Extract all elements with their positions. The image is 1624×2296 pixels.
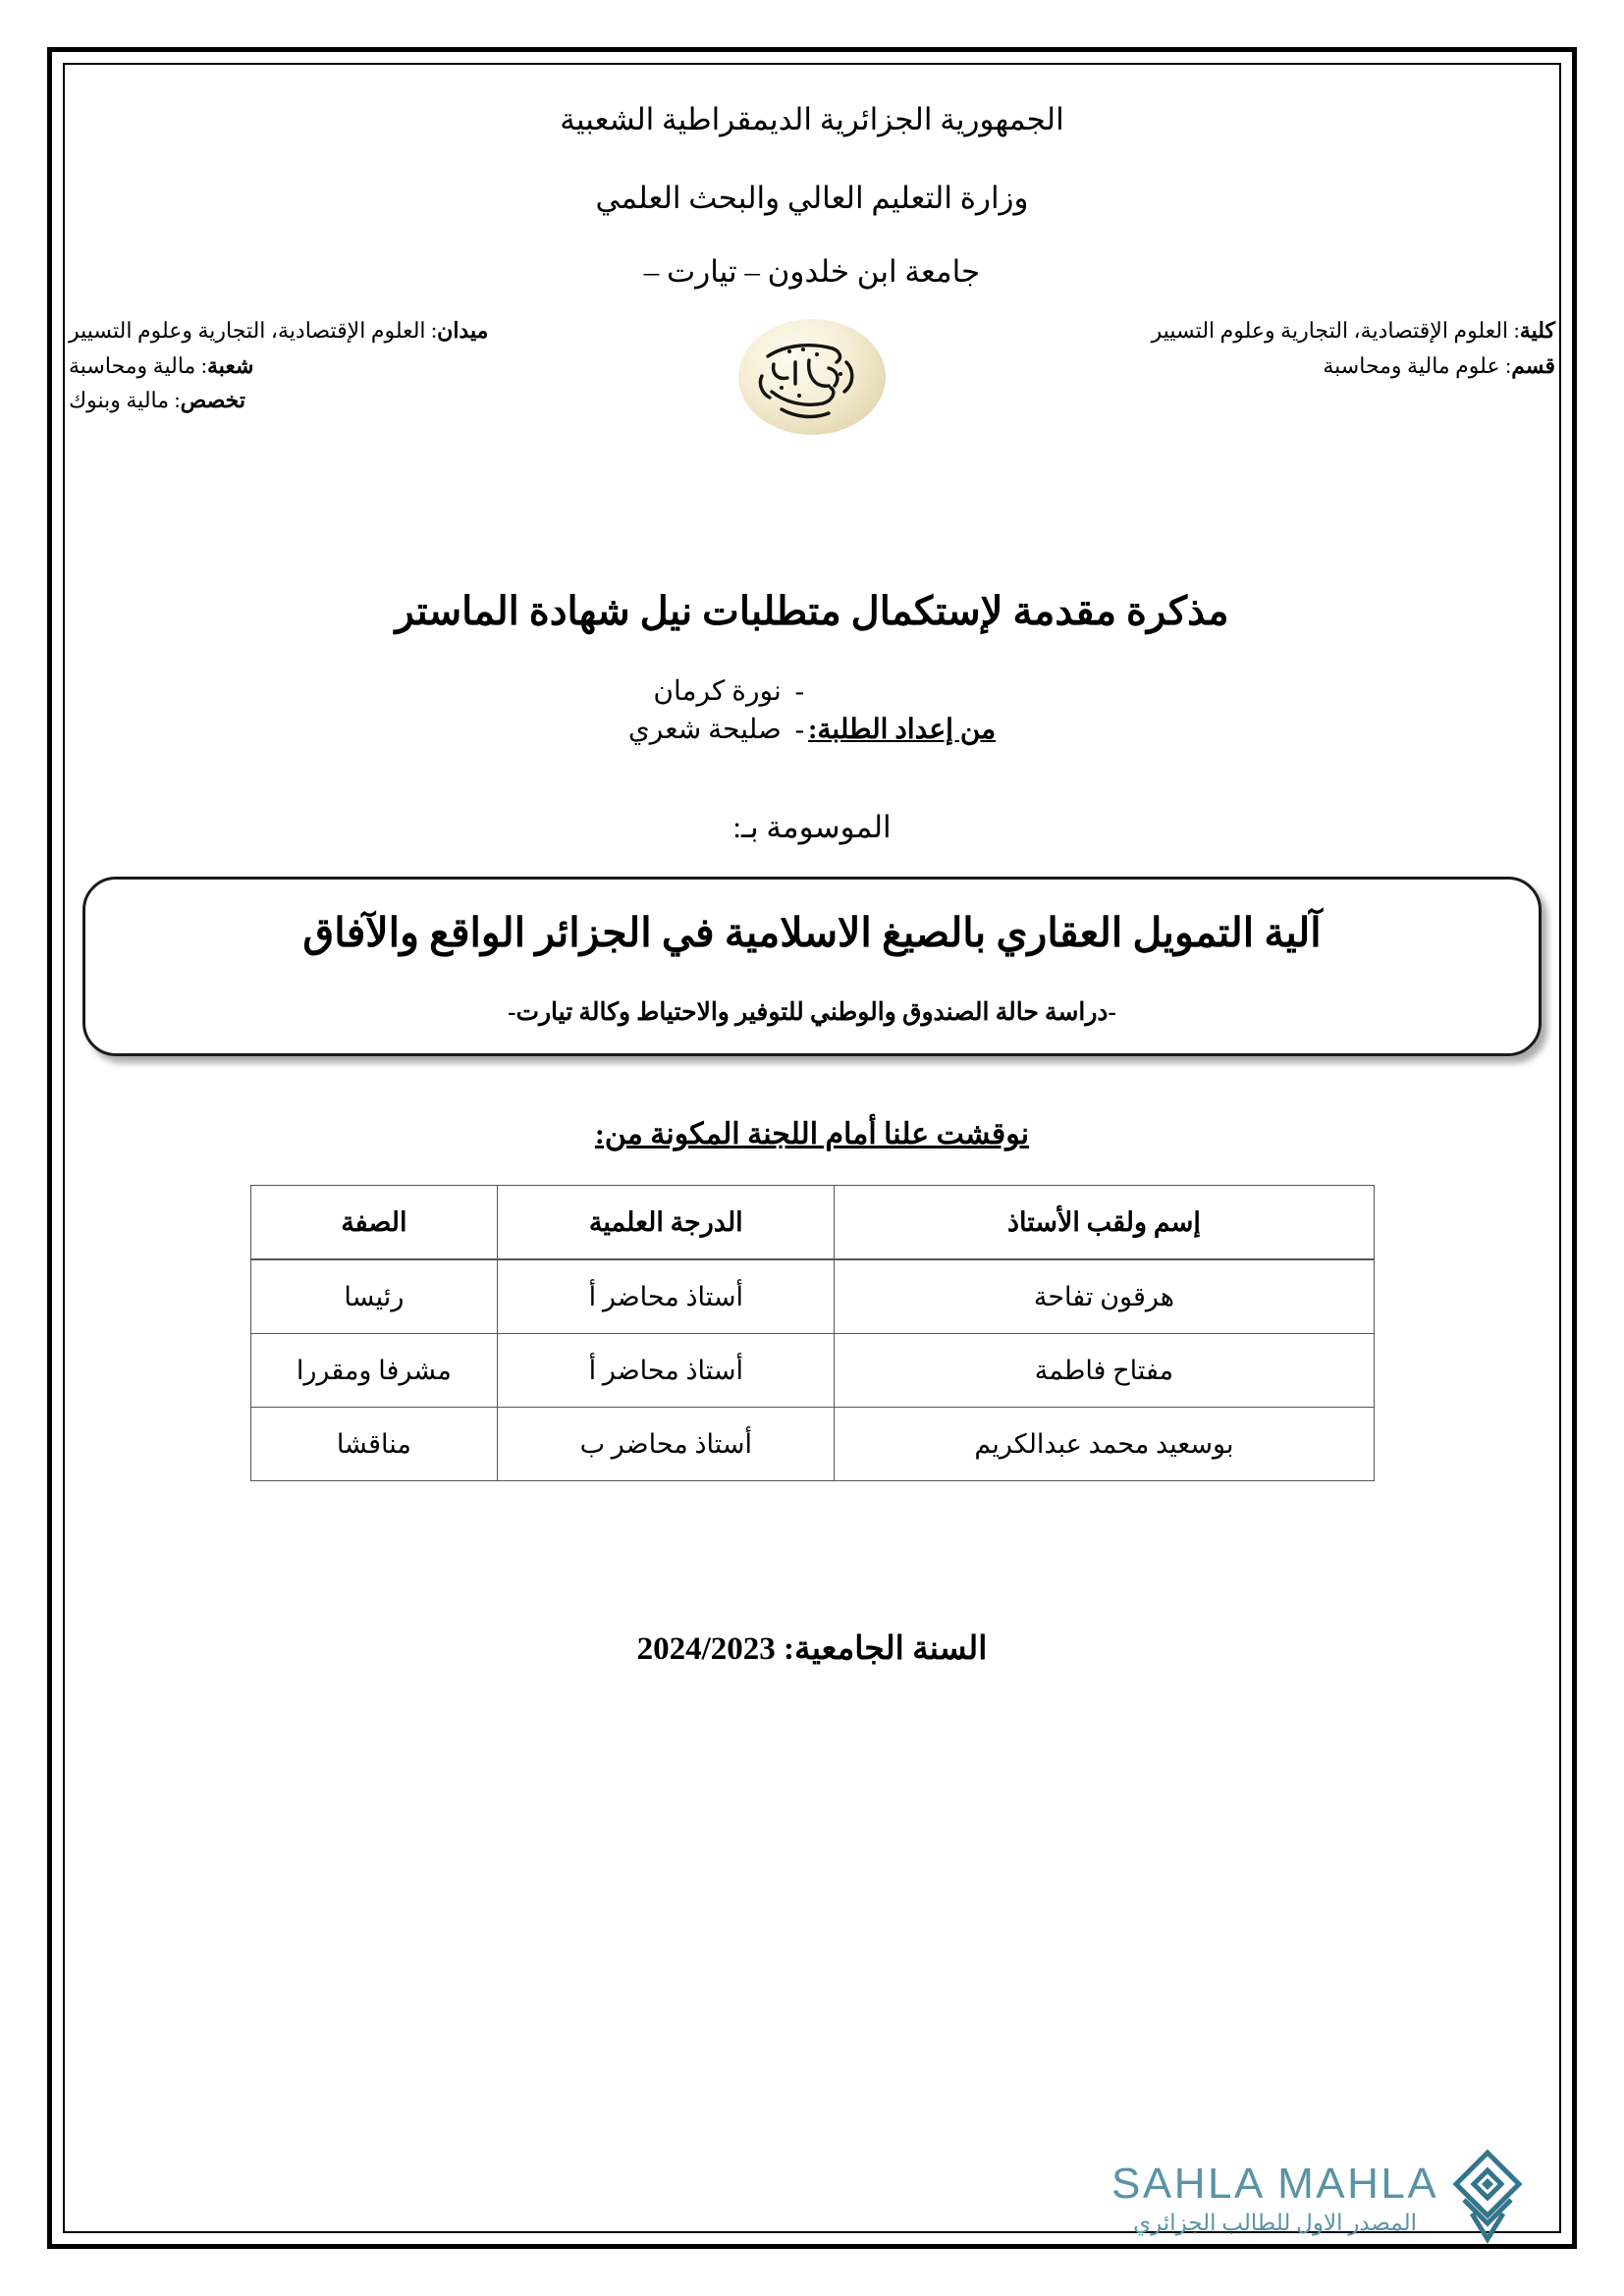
sahla-mahla-watermark [1111,2139,1563,2257]
tagged-by-label: الموسومة بـ: [732,810,892,845]
domain-value: العلوم الإقتصادية، التجارية وعلوم التسيير [69,317,426,343]
committee-table-wrapper [69,1185,1555,1481]
branch-value: مالية ومحاسبة [69,352,196,378]
student-name: صليحة شعري [627,714,782,745]
table-header-row [250,1186,1374,1260]
cell-academic-degree: أستاذ محاضر أ [498,1334,835,1408]
table-row [250,1334,1374,1408]
watermark-logo [1442,2145,1533,2252]
students-section [69,669,1555,749]
watermark-title: SAHLA MAHLA [1111,2159,1439,2208]
cell-role: مناقشا [250,1408,498,1481]
students-list [628,673,804,749]
faculty-info-column [1109,313,1555,383]
students-heading: من إعداد الطلبة: [808,714,997,745]
cell-academic-degree: أستاذ محاضر أ [498,1259,835,1334]
colon: : [169,388,181,413]
domain-row [69,313,515,348]
academic-year: السنة الجامعية: 2024/2023 [636,1631,988,1668]
faculty-label: كلية [1519,317,1555,343]
faculty-value: العلوم الإقتصادية، التجارية وعلوم التسيير [1151,317,1509,343]
cell-role: مشرفا ومقررا [250,1334,498,1408]
university-line: جامعة ابن خلدون – تيارت – [643,254,981,290]
branch-row [69,348,515,384]
specialty-row [69,383,515,418]
faculty-row [1109,313,1555,348]
department-row [1109,348,1555,384]
student-name: نورة كرمان [653,675,782,707]
colon: : [425,317,438,343]
department-label: قسم [1511,352,1555,378]
table-row [250,1408,1374,1481]
thesis-title-box [82,877,1542,1056]
domain-label: ميدان [437,317,489,343]
department-value: علوم مالية ومحاسبة [1323,352,1500,378]
branch-label: شعبة [206,352,254,378]
institution-info-zone [69,313,1555,470]
colon: : [195,352,207,378]
column-header-academic-degree: الدرجة العلمية [498,1186,835,1260]
table-row [250,1259,1374,1334]
cover-page-content [69,69,1555,2227]
university-logo [738,319,886,435]
cell-academic-degree: أستاذ محاضر ب [498,1408,835,1481]
cell-professor-name: مفتاح فاطمة [835,1334,1374,1408]
column-header-role: الصفة [250,1186,498,1260]
university-logo-oval [738,319,886,435]
watermark-subtitle: المصدر الاول للطالب الجزائري [1133,2210,1418,2235]
thesis-title: آلية التمويل العقاري بالصيغ الاسلامية في الجزائر الواقع والآفاق [302,910,1322,956]
thesis-subtitle: -دراسة حالة الصندوق والوطني للتوفير والاحتياط وكالة تيارت- [508,999,1116,1027]
watermark-text [1111,2159,1439,2235]
ministry-line: وزارة التعليم العالي والبحث العلمي [595,180,1029,215]
list-item [628,673,804,712]
cell-role: رئيسا [250,1259,498,1334]
diamond-ornament-icon [1442,2145,1533,2247]
colon: : [1508,317,1520,343]
university-logo-calligraphy-icon [738,319,886,435]
cell-professor-name: هرقون تفاحة [835,1259,1374,1334]
committee-heading: نوقشت علنا أمام اللجنة المكونة من: [594,1118,1030,1151]
field-info-column [69,313,515,418]
republic-line: الجمهورية الجزائرية الديمقراطية الشعبية [560,102,1064,136]
specialty-value: مالية وبنوك [69,388,170,413]
column-header-professor-name: إسم ولقب الأستاذ [835,1186,1374,1260]
cell-professor-name: بوسعيد محمد عبدالكريم [835,1408,1374,1481]
committee-table [250,1185,1375,1481]
specialty-label: تخصص [180,388,245,413]
degree-statement: مذكرة مقدمة لإستكمال متطلبات نيل شهادة الماستر [395,588,1229,633]
bullet-dash: - [794,714,805,745]
colon: : [1499,352,1512,378]
list-item [628,712,804,750]
bullet-dash: - [794,675,805,707]
